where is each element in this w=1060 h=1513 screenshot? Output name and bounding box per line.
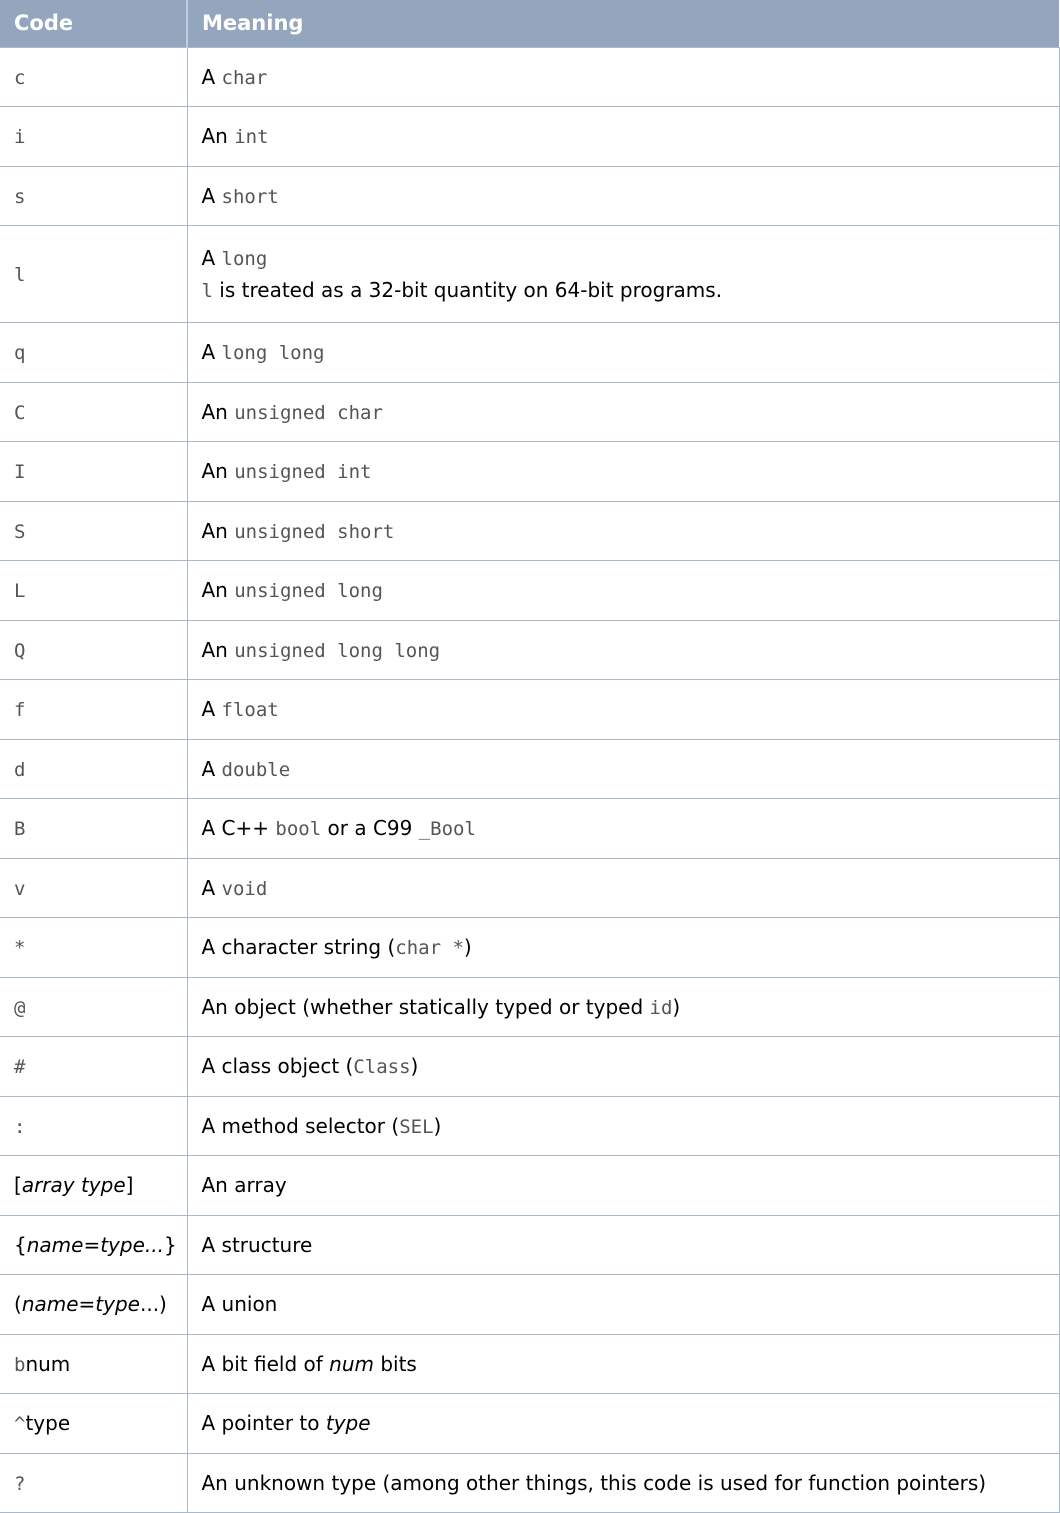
meaning-line [202,935,1045,959]
meaning-seg-0: A [201,756,222,781]
meaning-seg-2: ) [433,1113,442,1138]
code-seg-0: c [14,66,26,89]
code-seg-0: d [14,758,26,781]
meaning-line [202,340,1045,364]
meaning-cell [187,1275,1059,1335]
meaning-seg-1: double [221,758,291,781]
meaning-seg-0: An array [201,1173,287,1198]
meaning-seg-0: A class object ( [201,1054,354,1079]
meaning-seg-1: int [234,126,269,149]
meaning-seg-0: A pointer to [201,1411,326,1436]
code-cell [0,1275,187,1335]
meaning-line [202,876,1045,900]
meaning-cell [187,47,1059,107]
table-row [0,1096,1059,1156]
meaning-seg-1: unsigned short [234,520,395,543]
meaning-cell [187,501,1059,561]
meaning-seg-0: A [201,64,222,89]
code-seg-0: I [14,461,26,484]
table-row [0,226,1059,323]
table-body [0,47,1059,1513]
meaning-seg-2: or a C99 [321,816,419,841]
meaning-seg-0: A [201,183,222,208]
table-row [0,1275,1059,1335]
code-seg-0: B [14,818,26,841]
meaning-cell [187,166,1059,226]
table-row [0,1334,1059,1394]
meaning-cell [187,680,1059,740]
table-row [0,107,1059,167]
meaning-cell [187,1096,1059,1156]
code-seg-0: ? [14,1472,26,1495]
meaning-seg-1: id [649,996,673,1019]
meaning-seg-0: An [201,459,235,484]
meaning-line [202,1233,1045,1257]
code-cell [0,561,187,621]
meaning-seg-1: num [329,1351,374,1376]
code-cell [0,918,187,978]
meaning-seg-0: An [201,124,235,149]
code-seg-0: l [14,264,26,286]
meaning-seg-1: float [221,699,279,722]
code-seg-1: name [21,1292,79,1317]
code-seg-0: s [14,185,26,208]
meaning-seg-0: An unknown type (among other things, this code is used for function pointers) [201,1470,987,1495]
code-seg-0: i [14,126,26,149]
code-cell [0,166,187,226]
code-seg-0: * [14,937,26,960]
table-row [0,858,1059,918]
meaning-seg-1: unsigned int [234,461,372,484]
code-cell [0,1037,187,1097]
table-row [0,918,1059,978]
meaning-seg-0: A [201,246,222,270]
code-cell [0,1334,187,1394]
table-row [0,739,1059,799]
code-cell [0,107,187,167]
code-cell [0,1215,187,1275]
meaning-line [202,519,1045,543]
table-row [0,620,1059,680]
code-seg-1: num [25,1351,71,1376]
meaning-seg-1: bool [275,818,322,841]
meaning-line [202,459,1045,483]
meaning-seg-1: unsigned long long [234,639,441,662]
meaning-seg-2: bits [373,1351,417,1376]
code-cell [0,442,187,502]
code-seg-0: f [14,699,26,722]
meaning-cell [187,1156,1059,1216]
code-seg-2: = [78,1292,96,1317]
code-cell [0,382,187,442]
meaning-line [202,638,1045,662]
meaning-seg-1: unsigned long [234,580,383,603]
table-row [0,47,1059,107]
meaning-seg-0: A [201,340,222,365]
meaning-line [202,124,1045,148]
meaning-seg-0: A bit field of [201,1351,330,1376]
meaning-cell [187,977,1059,1037]
code-cell [0,620,187,680]
meaning-note [202,278,1045,302]
table-row [0,166,1059,226]
code-cell [0,799,187,859]
meaning-seg-1: short [221,185,279,208]
code-cell [0,1096,187,1156]
table-row [0,977,1059,1037]
meaning-cell [187,1394,1059,1454]
meaning-line [202,816,1045,840]
meaning-line [202,757,1045,781]
code-seg-0: Q [14,639,26,662]
meaning-seg-0: An [201,637,235,662]
meaning-cell [187,107,1059,167]
meaning-line [202,400,1045,424]
meaning-seg-0: A [201,875,222,900]
meaning-seg-0: An object (whether statically typed or typed [201,994,650,1019]
meaning-cell [187,1037,1059,1097]
code-seg-0: { [14,1232,27,1257]
code-seg-0: [ [14,1173,22,1198]
code-seg-1: array type [21,1173,126,1198]
table-row [0,382,1059,442]
table-row [0,561,1059,621]
meaning-cell [187,561,1059,621]
meaning-cell [187,323,1059,383]
code-cell [0,739,187,799]
table-row [0,1215,1059,1275]
code-seg-0: @ [14,996,26,1019]
meaning-cell [187,799,1059,859]
code-seg-0: L [14,580,26,603]
meaning-line [202,1471,1045,1495]
table-row [0,442,1059,502]
meaning-seg-0: An [201,518,235,543]
code-seg-2: ] [125,1173,134,1198]
code-cell [0,858,187,918]
header-meaning: Meaning [187,0,1059,47]
meaning-line [202,1292,1045,1316]
meaning-cell [187,442,1059,502]
code-seg-4: ...) [139,1292,167,1317]
code-cell [0,1394,187,1454]
header-code: Code [0,0,187,47]
meaning-cell [187,858,1059,918]
note-seg-0: l [201,280,213,302]
code-seg-0: # [14,1056,26,1079]
meaning-line [202,1054,1045,1078]
code-cell [0,226,187,323]
meaning-seg-0: An [201,399,235,424]
meaning-seg-1: type [325,1411,371,1436]
meaning-seg-0: A [201,697,222,722]
meaning-cell [187,739,1059,799]
meaning-line [202,697,1045,721]
meaning-cell [187,918,1059,978]
meaning-seg-3: _Bool [418,818,476,841]
code-seg-1: type [25,1411,71,1436]
code-seg-0: ^ [14,1413,26,1436]
meaning-cell [187,382,1059,442]
meaning-line [202,578,1045,602]
meaning-seg-1: char * [395,937,464,960]
meaning-seg-1: char [221,66,268,89]
note-seg-1: is treated as a 32-bit quantity on 64-bit programs. [212,278,723,302]
code-seg-0: b [14,1353,26,1376]
code-seg-0: q [14,342,26,365]
code-cell [0,1156,187,1216]
meaning-line [202,1173,1045,1197]
meaning-cell [187,620,1059,680]
table-row [0,1156,1059,1216]
code-seg-0: : [14,1115,26,1138]
code-seg-2: } [163,1232,177,1257]
code-cell [0,1453,187,1513]
meaning-line [202,1114,1045,1138]
meaning-cell [187,1215,1059,1275]
code-seg-0: S [14,520,26,543]
code-seg-1: name=type... [26,1232,164,1257]
table-row [0,1037,1059,1097]
meaning-seg-1: unsigned char [234,401,383,424]
meaning-seg-1: long [221,248,268,270]
meaning-seg-2: ) [672,994,681,1019]
meaning-seg-0: A union [201,1292,278,1317]
meaning-seg-2: ) [463,935,472,960]
code-seg-3: type [95,1292,140,1317]
code-seg-0: C [14,401,26,424]
meaning-line [202,65,1045,89]
meaning-seg-0: A character string ( [201,935,396,960]
code-cell [0,501,187,561]
meaning-line [202,246,1045,270]
code-seg-0: ( [14,1292,22,1317]
code-cell [0,680,187,740]
meaning-seg-1: long long [221,342,325,365]
meaning-seg-2: ) [410,1054,419,1079]
meaning-seg-1: SEL [399,1115,434,1138]
code-seg-0: v [14,877,26,900]
table-row [0,1394,1059,1454]
table-row [0,1453,1059,1513]
meaning-seg-0: A C++ [201,816,276,841]
meaning-seg-0: An [201,578,235,603]
table-row [0,680,1059,740]
meaning-seg-1: Class [353,1056,411,1079]
meaning-cell [187,226,1059,323]
meaning-line [202,995,1045,1019]
table-header-row [0,0,1059,47]
meaning-line [202,184,1045,208]
code-cell [0,47,187,107]
meaning-seg-0: A method selector ( [201,1113,400,1138]
table-row [0,501,1059,561]
meaning-line [202,1352,1045,1376]
meaning-cell [187,1453,1059,1513]
meaning-seg-0: A structure [201,1232,313,1257]
meaning-line [202,1411,1045,1435]
table-row [0,323,1059,383]
meaning-cell [187,1334,1059,1394]
code-cell [0,323,187,383]
table-row [0,799,1059,859]
meaning-seg-1: void [221,877,268,900]
code-cell [0,977,187,1037]
